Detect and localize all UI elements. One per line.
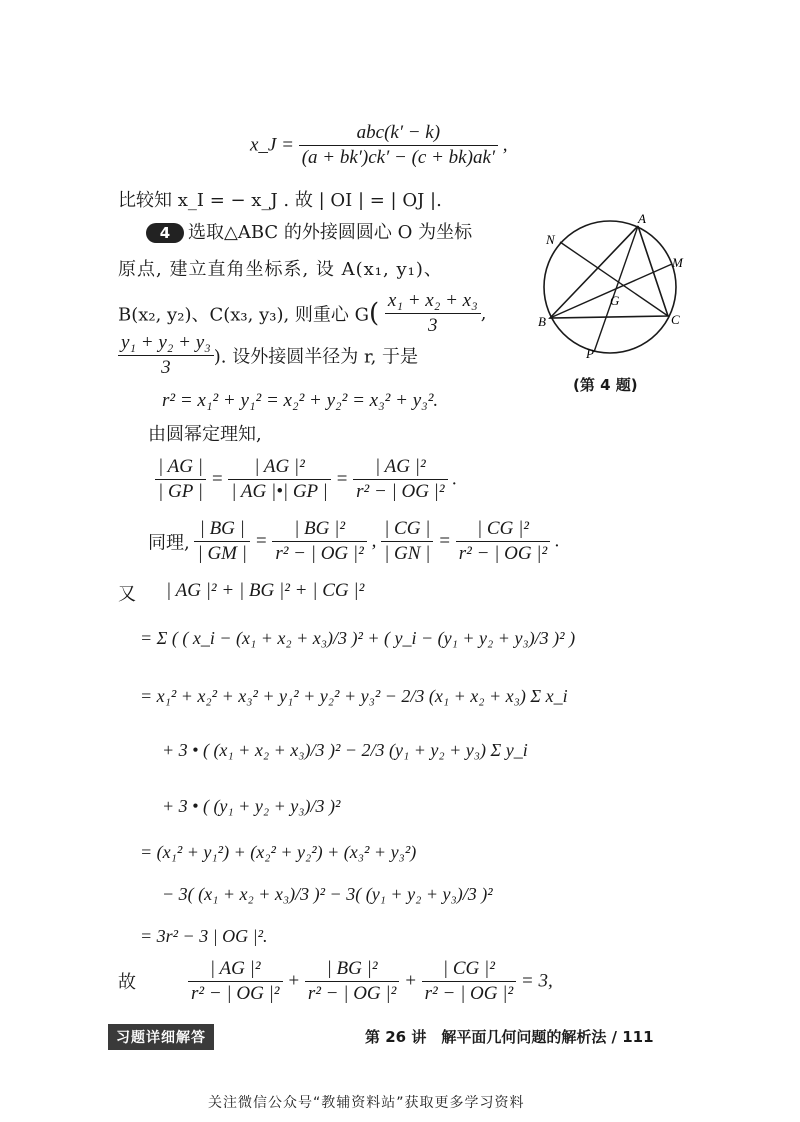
centroid-y-num: y₁ + y₂ + y₃ [118,332,214,356]
eq-same: 同理, $\frac{| BG |}{| GM |}$ = $\frac{\text{| BG |²}}{\text{r² − | OG |²}}$ , $\frac{| CG |}{| GN |}$ = $\frac{\text{| CG |²}}{\text{r² − | OG |²}}$ . [148,518,560,564]
ag-f3-den: r² − | OG |² [356,481,445,502]
label-m: M [672,255,683,270]
line-bm [550,264,672,318]
ag-f1-den: | GP | [158,481,203,502]
label-n: N [546,232,555,247]
derivation-l1: = Σ ( ( x_i − (x₁ + x₂ + x₃)/3 )² + ( y_i − (y₁ + y₂ + y₃)/3 )² ) [140,628,576,648]
eq-xj-lhs: x_J = [250,134,294,156]
centroid-y-den: 3 [161,357,171,378]
ag-f1-num: | AG | [155,456,206,480]
eq-ag-gp: $\frac{| AG |}{| GP |}$ = $\frac{\text{| AG |²}}{| AG |•| GP |}$ = $\frac{\text{| AG |²}}{\text{r² − | OG |²}}$ . [155,456,457,503]
derivation-l3: + 3 • ( (x₁ + x₂ + x₃)/3 )² − 2/3 (y₁ + y₂ + y₃) Σ y_i [162,740,528,760]
problem-line-3: B(x₂, y₂)、C(x₃, y₃), 则重心 G( $\frac{\text{x₁ + x₂ + x₃}}{3}$ , [118,290,487,336]
derivation-l6: − 3( (x₁ + x₂ + x₃)/3 )² − 3( (y₁ + y₂ + y₃)/3 )² [162,884,493,904]
same-f1-num: | BG | [194,518,250,542]
derivation-l0: | AG |² + | BG |² + | CG |² [166,580,365,601]
same-f2-num: | BG |² [272,518,367,542]
concl-f2-num: | BG |² [305,958,400,982]
same-f2-den: r² − | OG |² [275,543,364,564]
problem-line-1 [146,218,472,244]
footer-badge: 习题详细解答 [108,1024,214,1050]
centroid-x-fraction [385,290,481,337]
figure-caption: (第 4 题) [573,376,638,394]
centroid-y-fraction [118,332,214,379]
same-prefix: 同理, [148,532,190,554]
derivation-l4: + 3 • ( (y₁ + y₂ + y₃)/3 )² [162,796,341,816]
concl-f1-den: r² − | OG |² [191,983,280,1004]
concl-f2-den: r² − | OG |² [307,983,397,1004]
same-f4-num: | CG |² [456,518,551,542]
label-a: A [638,212,646,226]
problem-line-2: 原点, 建立直角坐标系, 设 A(x₁, y₁)、 [118,259,443,280]
eq-xj-numerator: abc(k′ − k) [299,122,498,146]
circumcircle [544,221,676,353]
centroid-x-den: 3 [428,315,438,336]
eq-xj [250,122,508,169]
power-theorem-text: 由圆幂定理知, [148,424,262,445]
problem-number-badge: 4 [146,223,184,243]
circle-figure [538,212,688,362]
eq-r2: r² = x₁² + y₁² = x₂² + y₂² = x₃² + y₃². [162,390,439,411]
same-f3-den: | GN | [384,543,431,564]
concl-tail: = 3, [520,970,553,992]
centroid-x-num: x₁ + x₂ + x₃ [385,290,481,314]
conclusion-gu: 故 [118,972,136,993]
derivation-you: 又 [118,584,136,605]
ag-f2-num: | AG |² [228,456,331,480]
ag-f3-num: | AG |² [353,456,448,480]
derivation-l7: = 3r² − 3 | OG |². [140,926,268,946]
label-c: C [671,312,680,327]
concl-f3-den: r² − | OG |² [424,983,514,1004]
problem-line-4 [118,332,418,379]
concl-f1-num: | AG |² [188,958,283,982]
compare-line: 比较知 x_I = − x_J . 故 | OI | = | OJ |. [118,190,442,211]
bottom-note: 关注微信公众号“教辅资料站”获取更多学习资料 [208,1095,525,1111]
label-p: P [586,346,594,361]
problem-text-4: ). 设外接圆半径为 r, 于是 [213,346,419,368]
derivation-l2: = x₁² + x₂² + x₃² + y₁² + y₂² + y₃² − 2/3 (x₁ + x₂ + x₃) Σ x_i [140,686,568,706]
same-f3-num: | CG | [381,518,433,542]
label-b: B [538,314,546,329]
eq-xj-fraction [299,122,498,169]
problem-text-1: 选取△ABC 的外接圆圆心 O 为坐标 [188,222,473,243]
conclusion-eq: $\frac{\text{| AG |²}}{\text{r² − | OG |²}}$ + $\frac{\text{| BG |²}}{\text{r² − | OG |²}}$ + $\frac{\text{| CG |²}}{\text{r² − | OG |²}}$ = 3, [188,958,553,1005]
ag-f2-den: | AG |•| GP | [231,481,328,502]
same-f4-den: r² − | OG |² [458,543,548,564]
same-f1-den: | GM | [197,543,247,564]
eq-xj-denominator: (a + bk′)ck′ − (c + bk)ak′ [301,147,496,168]
eq-xj-tail: , [502,134,508,156]
footer-lecture: 第 26 讲 解平面几何问题的解析法 / 111 [365,1028,654,1046]
concl-f3-num: | CG |² [422,958,517,982]
problem-text-3: B(x₂, y₂)、C(x₃, y₃), 则重心 G [118,304,370,326]
label-g: G [610,293,620,308]
derivation-l5: = (x₁² + y₁²) + (x₂² + y₂²) + (x₃² + y₃²) [140,842,417,862]
